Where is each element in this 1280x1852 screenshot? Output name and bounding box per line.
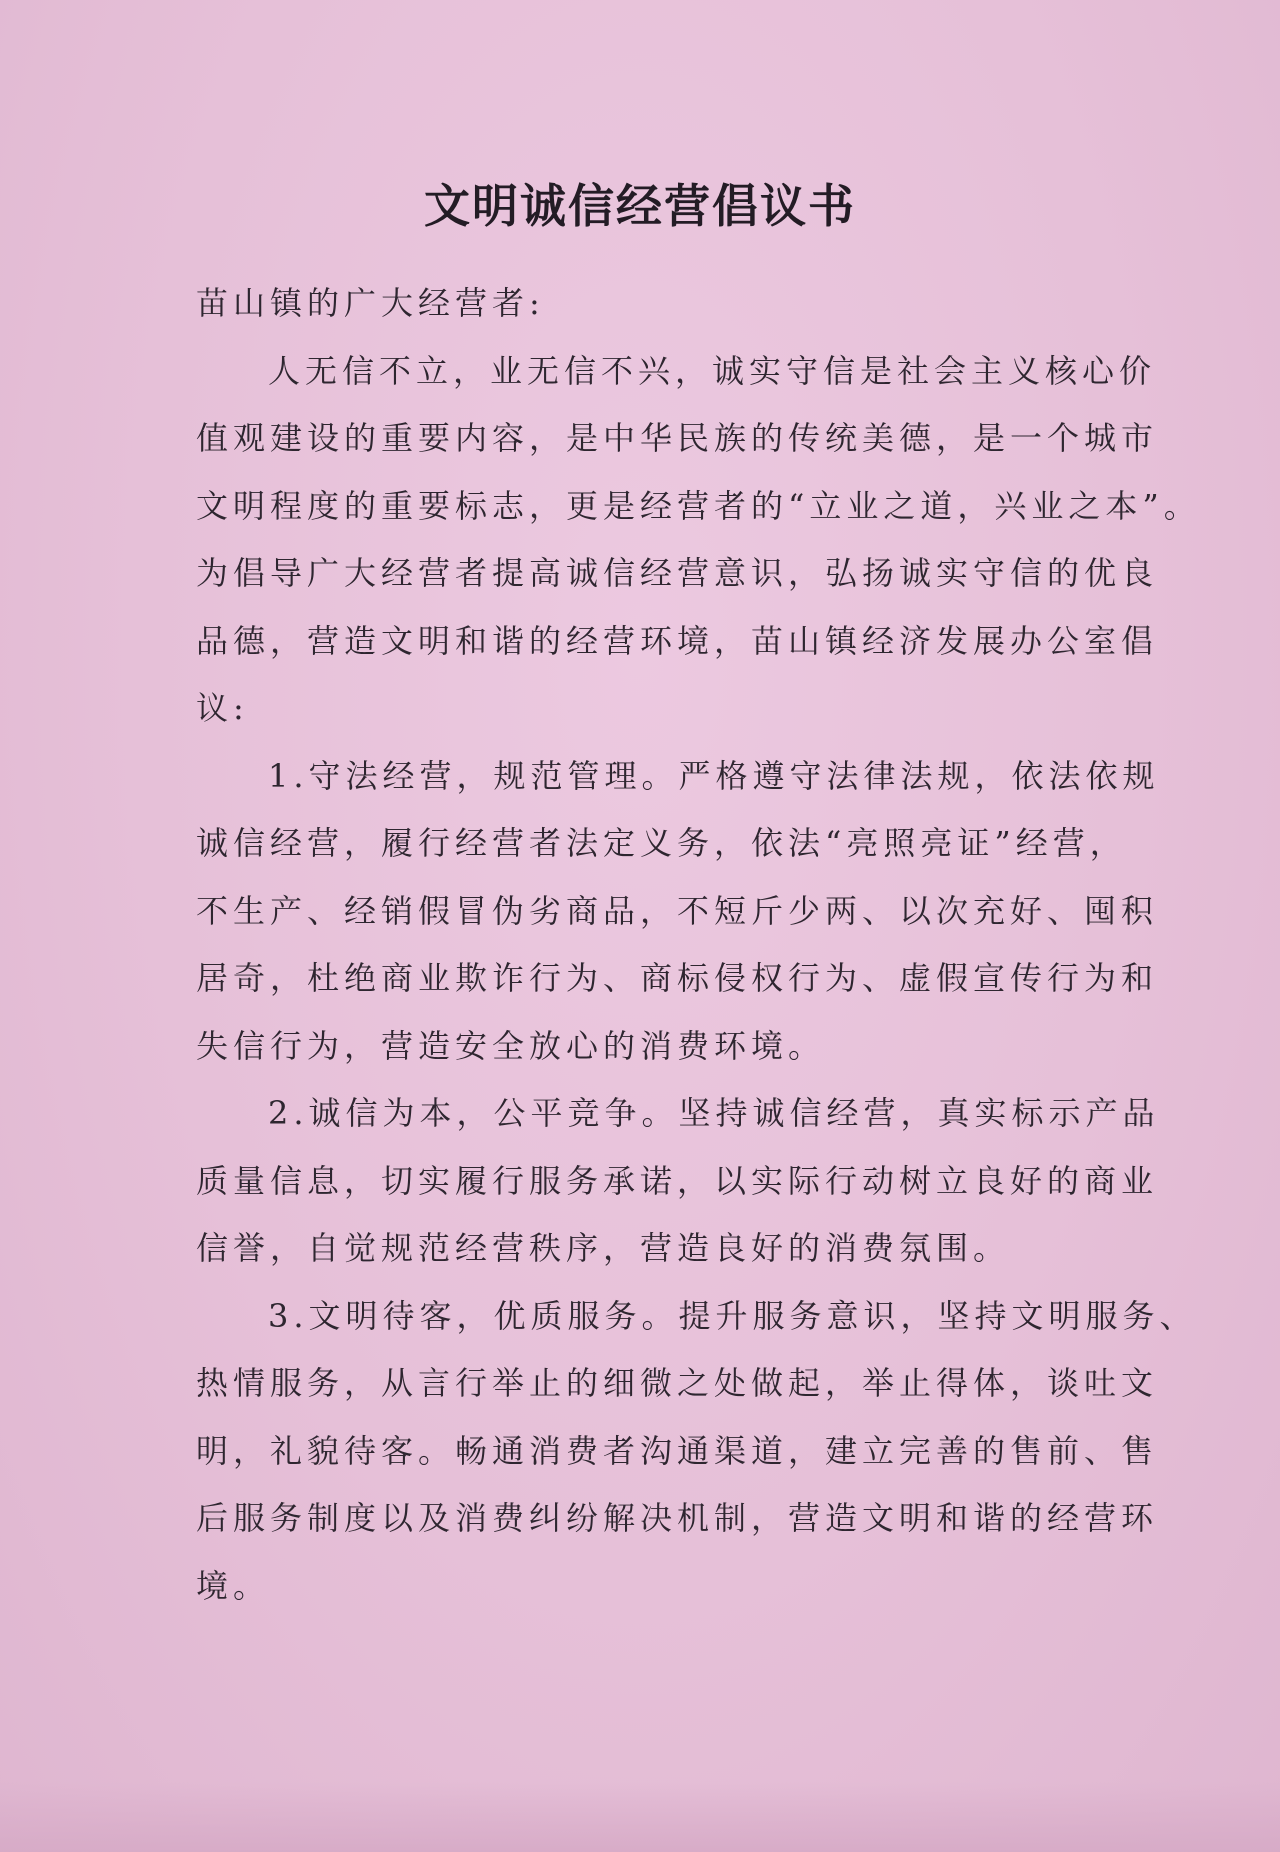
document-body xyxy=(196,270,1201,1620)
paragraph-item-2 xyxy=(196,1080,1160,1283)
paper-bottom-edge xyxy=(0,1782,1280,1852)
text-line: 品德，营造文明和谐的经营环境，苗山镇经济发展办公室倡 xyxy=(196,621,1159,660)
text-line: 为倡导广大经营者提高诚信经营意识，弘扬诚实守信的优良 xyxy=(196,554,1159,592)
text-line: 1.守法经营，规范管理。严格遵守法律法规，依法依规 xyxy=(268,756,1160,795)
text-line: 信誉，自觉规范经营秩序，营造良好的消费氛围。 xyxy=(196,1229,1011,1267)
text-line: 明，礼貌待客。畅通消费者沟通渠道，建立完善的售前、售 xyxy=(196,1431,1159,1470)
paragraph-intro xyxy=(196,338,1201,743)
salutation: 苗山镇的广大经营者: xyxy=(196,284,545,322)
text-line: 3.文明待客，优质服务。提升服务意识，坚持文明服务、 xyxy=(268,1296,1197,1335)
text-line: 质量信息，切实履行服务承诺，以实际行动树立良好的商业 xyxy=(196,1161,1159,1200)
text-line: 不生产、经销假冒伪劣商品，不短斤少两、以次充好、囤积 xyxy=(196,891,1159,930)
text-line: 境。 xyxy=(196,1566,271,1605)
text-line: 2.诚信为本，公平竞争。坚持诚信经营，真实标示产品 xyxy=(268,1094,1160,1132)
text-line: 议: xyxy=(196,689,249,727)
paragraph-item-1 xyxy=(196,743,1160,1081)
text-line: 诚信经营，履行经营者法定义务，依法“亮照亮证”经营， xyxy=(196,824,1127,862)
text-line: 人无信不立，业无信不兴，诚实守信是社会主义核心价 xyxy=(268,351,1157,390)
document-title: 文明诚信经营倡议书 xyxy=(424,179,856,233)
text-line: 失信行为，营造安全放心的消费环境。 xyxy=(196,1026,826,1065)
text-line: 值观建设的重要内容，是中华民族的传统美德，是一个城市 xyxy=(196,419,1159,457)
paragraph-item-3 xyxy=(196,1283,1197,1621)
text-line: 居奇，杜绝商业欺诈行为、商标侵权行为、虚假宣传行为和 xyxy=(196,959,1159,997)
text-line: 文明程度的重要标志，更是经营者的“立业之道，兴业之本”。 xyxy=(196,486,1201,525)
text-line: 后服务制度以及消费纠纷解决机制，营造文明和谐的经营环 xyxy=(196,1499,1159,1537)
text-line: 热情服务，从言行举止的细微之处做起，举止得体，谈吐文 xyxy=(196,1364,1159,1402)
